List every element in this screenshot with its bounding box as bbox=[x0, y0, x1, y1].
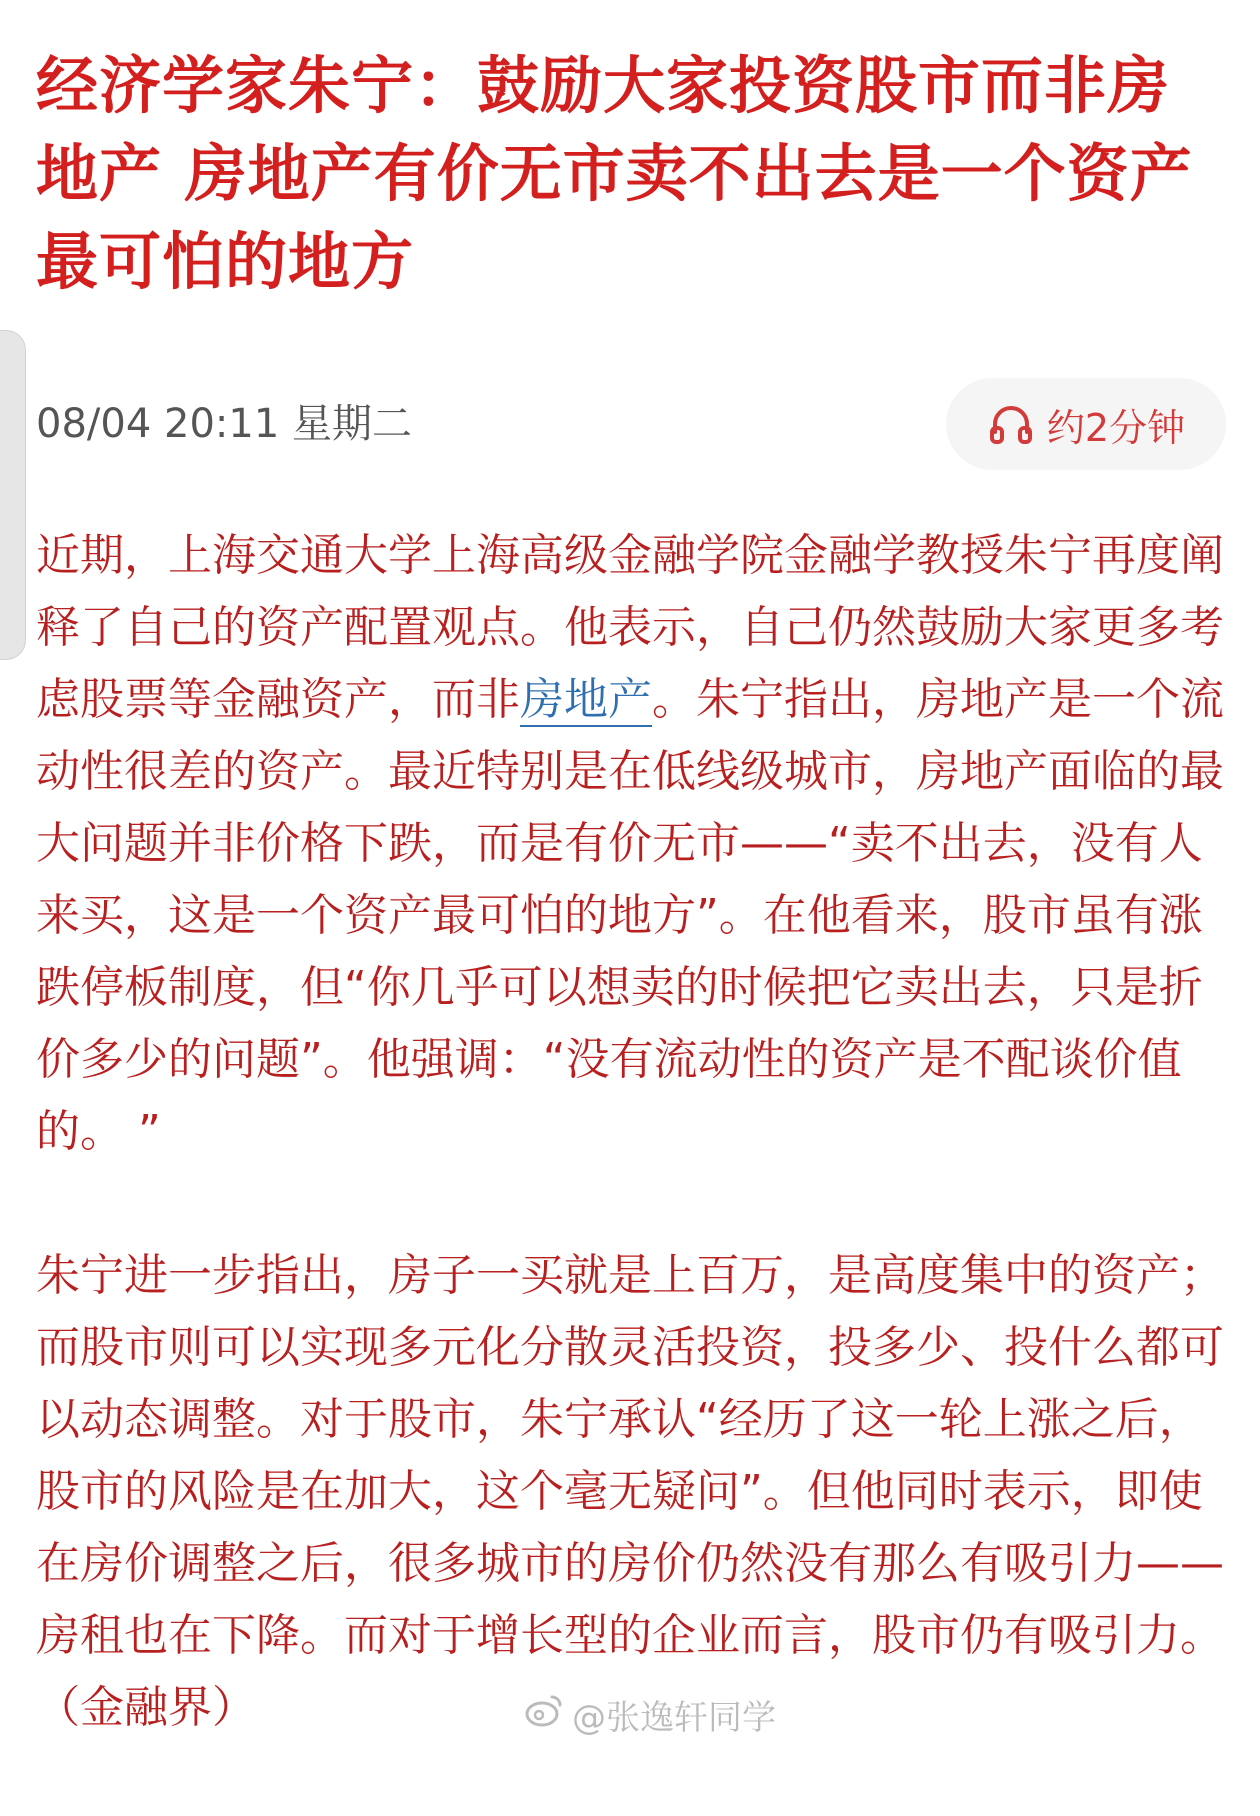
paragraph-1-text-a: 近期，上海交通大学上海高级金融学院金融学教授朱宁再度阐释了自己的资产配置观点。他表示，自己仍然鼓励大家更多考虑股票等金融资产，而非 bbox=[36, 530, 1224, 725]
weibo-icon bbox=[524, 1693, 564, 1736]
listen-button[interactable] bbox=[946, 378, 1226, 470]
headphones-icon bbox=[987, 402, 1035, 446]
real-estate-link[interactable]: 房地产 bbox=[520, 674, 652, 725]
article-body bbox=[36, 520, 1226, 1816]
paragraph-1-text-b: 。朱宁指出，房地产是一个流动性很差的资产。最近特别是在低线级城市，房地产面临的最大问题并非价格下跌，而是有价无市——“卖不出去，没有人来买，这是一个资产最可怕的地方”。在他看来，股市虽有涨跌停板制度，但“你几乎可以想卖的时候把它卖出去，只是折价多少的问题”。他强调：“没有流动性的资产是不配谈价值的。 ” bbox=[36, 674, 1224, 1157]
article-meta bbox=[36, 378, 1226, 474]
article-title: 经济学家朱宁：鼓励大家投资股市而非房地产 房地产有价无市卖不出去是一个资产最可怕的地方 bbox=[36, 49, 1193, 298]
article-paragraph-2: 朱宁进一步指出，房子一买就是上百万，是高度集中的资产；而股市则可以实现多元化分散灵活投资，投多少、投什么都可以动态调整。对于股市，朱宁承认“经历了这一轮上涨之后，股市的风险是在加大，这个毫无疑问”。但他同时表示，即使在房价调整之后，很多城市的房价仍然没有那么有吸引力——房租也在下降。而对于增长型的企业而言，股市仍有吸引力。（金融界） bbox=[36, 1250, 1224, 1733]
publish-date: 08/04 20:11 星期二 bbox=[36, 401, 412, 447]
watermark-text: @张逸轩同学 bbox=[572, 1698, 776, 1738]
side-drawer-handle[interactable] bbox=[0, 330, 26, 660]
article-paragraph-1 bbox=[36, 520, 1226, 1168]
watermark bbox=[524, 1690, 776, 1739]
listen-duration-label: 约2分钟 bbox=[1046, 405, 1186, 450]
